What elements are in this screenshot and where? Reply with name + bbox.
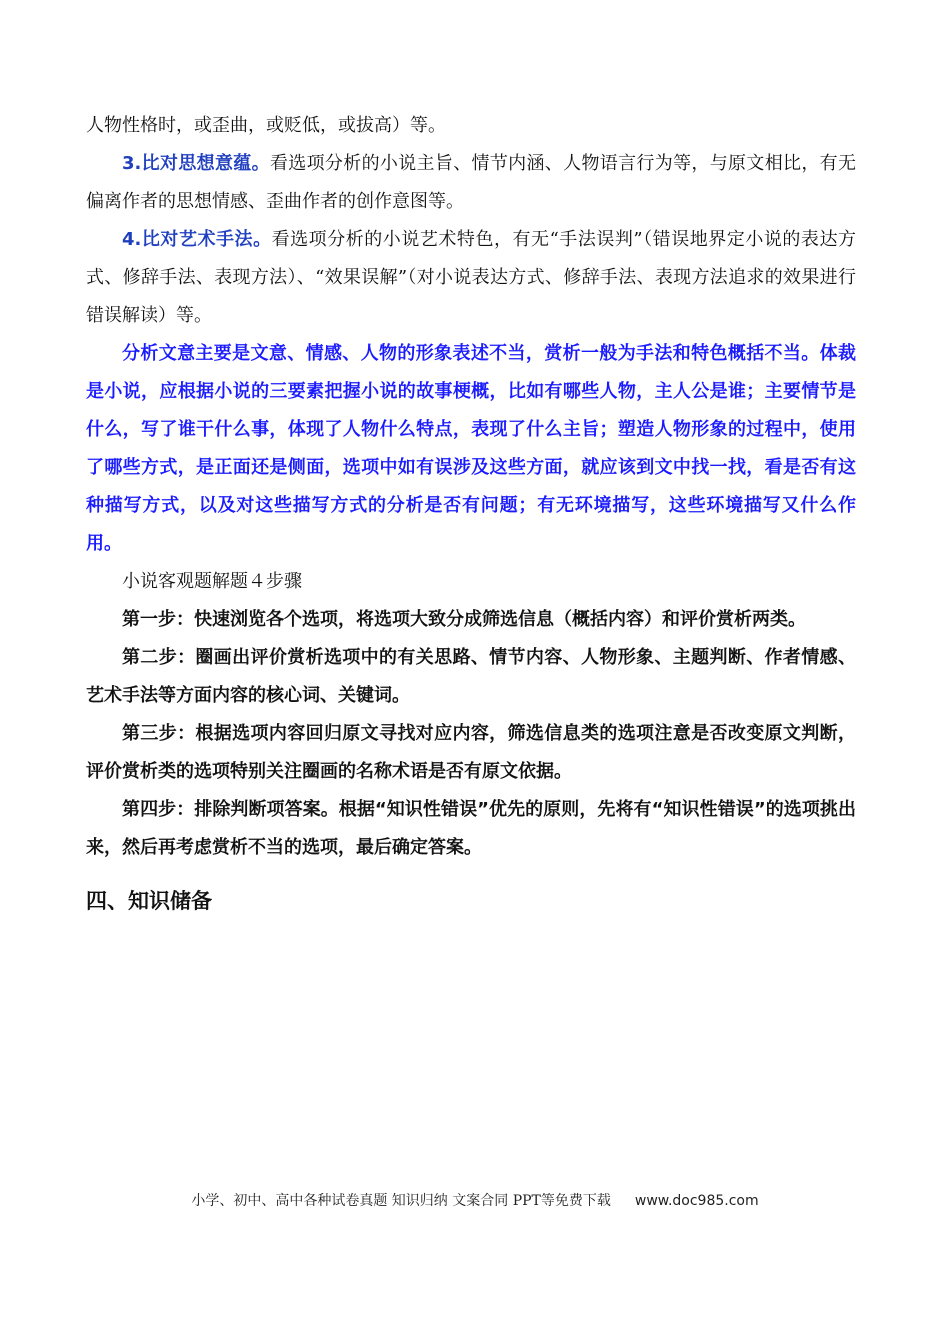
footer-site-link[interactable]: www.doc985.com — [634, 1193, 759, 1209]
paragraph-steps-title: 小说客观题解题４步骤 — [122, 571, 302, 592]
page-footer — [0, 1190, 950, 1210]
inline-heading-ideas: 3.比对思想意蕴。 — [122, 153, 270, 174]
paragraph-continuation: 人物性格时，或歪曲，或贬低，或拔高）等。 — [86, 115, 446, 136]
paragraph-step-one: 第一步：快速浏览各个选项，将选项大致分成筛选信息（概括内容）和评价赏析两类。 — [122, 609, 806, 630]
paragraph-compare-ideas — [86, 145, 856, 221]
paragraph-body-art: 看选项分析的小说艺术特色，有无“手法误判”（错误地界定小说的表达方式、修辞手法、表现方法）、“效果误解”（对小说表达方式、修辞手法、表现方法追求的效果进行错误解读）等。 — [86, 229, 856, 326]
paragraph-compare-art — [86, 221, 856, 335]
document-body — [86, 107, 856, 921]
paragraph-body-ideas: 看选项分析的小说主旨、情节内涵、人物语言行为等，与原文相比，有无偏离作者的思想情感、歪曲作者的创作意图等。 — [86, 153, 856, 212]
paragraph-emphasis-analysis: 分析文意主要是文意、情感、人物的形象表述不当，赏析一般为手法和特色概括不当。体裁是小说，应根据小说的三要素把握小说的故事梗概，比如有哪些人物，主人公是谁；主要情节是什么，写了谁干什么事，体现了人物什么特点，表现了什么主旨；塑造人物形象的过程中，使用了哪些方式，是正面还是侧面，选项中如有误涉及这些方面，就应该到文中找一找，看是否有这种描写方式，以及对这些描写方式的分析是否有问题；有无环境描写，这些环境描写又什么作用。 — [86, 343, 856, 554]
paragraph-step-two: 第二步：圈画出评价赏析选项中的有关思路、情节内容、人物形象、主题判断、作者情感、艺术手法等方面内容的核心词、关键词。 — [86, 647, 856, 706]
paragraph-step-three: 第三步：根据选项内容回归原文寻找对应内容，筛选信息类的选项注意是否改变原文判断，评价赏析类的选项特别关注圈画的名称术语是否有原文依据。 — [86, 723, 856, 782]
paragraph-step-four: 第四步：排除判断项答案。根据“知识性错误”优先的原则，先将有“知识性错误”的选项挑出来，然后再考虑赏析不当的选项，最后确定答案。 — [86, 799, 856, 858]
footer-text: 小学、初中、高中各种试卷真题 知识归纳 文案合同 PPT等免费下载 — [191, 1193, 611, 1209]
section-title: 四、知识储备 — [86, 889, 212, 913]
inline-heading-art: 4.比对艺术手法。 — [122, 229, 272, 250]
